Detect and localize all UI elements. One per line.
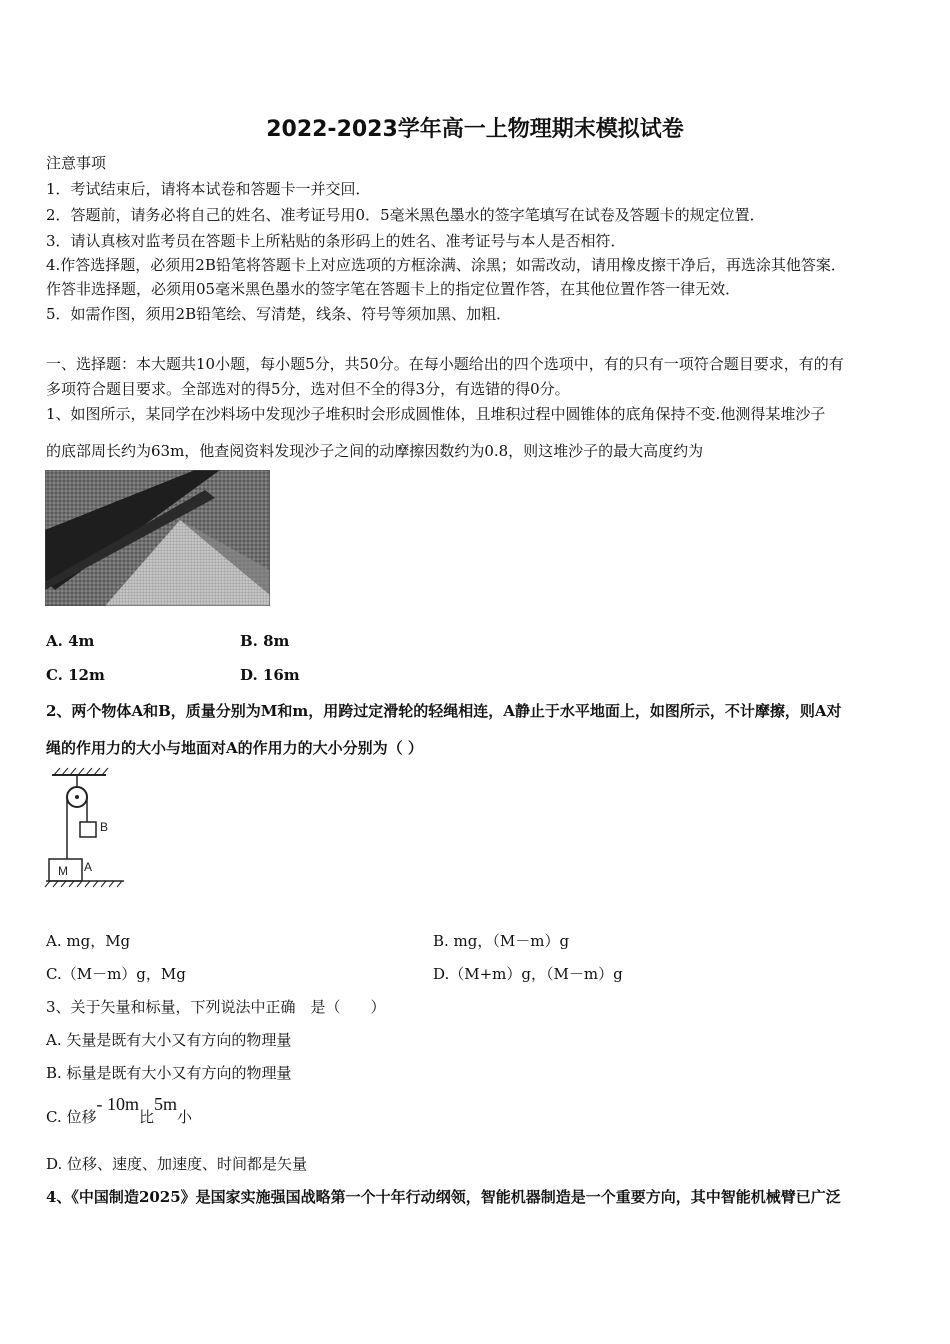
- notice-item: 5．如需作图，须用2B铅笔绘、写清楚，线条、符号等须加黑、加粗．: [46, 305, 512, 323]
- option-c-mid: 比: [138, 1108, 154, 1126]
- displacement-value-2: 5m: [154, 1094, 178, 1114]
- question-1-stem: 1、如图所示，某同学在沙料场中发现沙子堆积时会形成圆惟体，且堆积过程中圆锥体的底角保持不变.他测得某堆沙子: [46, 405, 826, 423]
- sand-pile-photo: [45, 470, 270, 606]
- option-d: D. 16m: [240, 666, 300, 684]
- pulley-diagram: [44, 767, 128, 891]
- option-a: A. mg，Mg: [46, 932, 131, 950]
- option-a: A. 矢量是既有大小又有方向的物理量: [46, 1031, 292, 1049]
- question-3-stem: 3、关于矢量和标量，下列说法中正确 是（ ）: [46, 998, 386, 1016]
- option-d: D. 位移、速度、加速度、时间都是矢量: [46, 1155, 308, 1173]
- option-c-prefix: C. 位移: [46, 1108, 97, 1126]
- option-c: C. 12m: [46, 666, 105, 684]
- block-a-label: A: [84, 860, 93, 874]
- notice-item: 1．考试结束后，请将本试卷和答题卡一并交回．: [46, 180, 371, 198]
- displacement-value-1: - 10m: [96, 1094, 139, 1114]
- section-heading-line: 多项符合题目要求。全部选对的得5分，选对但不全的得3分，有选错的得0分。: [46, 380, 570, 398]
- question-1-stem: 的底部周长约为63m，他查阅资料发现沙子之间的动摩擦因数约为0.8，则这堆沙子的最大高度约为: [46, 442, 704, 460]
- option-a: A. 4m: [46, 632, 95, 650]
- section-heading-line: 一、选择题：本大题共10小题，每小题5分，共50分。在每小题给出的四个选项中，有的只有一项符合题目要求，有的有: [46, 355, 844, 373]
- option-c-suffix: 小: [177, 1108, 193, 1126]
- question-2-stem: 绳的作用力的大小与地面对A的作用力的大小分别为（ ）: [46, 739, 423, 757]
- notice-item: 2．答题前，请务必将自己的姓名、准考证号用0．5毫米黑色墨水的签字笔填写在试卷及答题卡的规定位置．: [46, 206, 765, 224]
- notice-item: 4.作答选择题，必须用2B铅笔将答题卡上对应选项的方框涂满、涂黑；如需改动，请用橡皮擦干净后，再选涂其他答案．: [46, 256, 846, 274]
- question-4-stem: 4、《中国制造2025》是国家实施强国战略第一个十年行动纲领，智能机器制造是一个重要方向，其中智能机械臂已广泛: [46, 1188, 841, 1206]
- notice-heading: 注意事项: [46, 154, 107, 172]
- option-b: B. 8m: [240, 632, 290, 650]
- notice-item: 3．请认真核对监考员在答题卡上所粘贴的条形码上的姓名、准考证号与本人是否相符．: [46, 232, 626, 250]
- option-c: [46, 1094, 193, 1127]
- option-b: B. 标量是既有大小又有方向的物理量: [46, 1064, 292, 1082]
- block-b-label: B: [100, 820, 109, 834]
- option-c: C.（M－m）g，Mg: [46, 965, 186, 983]
- option-d: D.（M+m）g，（M－m）g: [433, 965, 623, 983]
- notice-item: 作答非选择题，必须用05毫米黑色墨水的签字笔在答题卡上的指定位置作答，在其他位置作答一律无效．: [46, 280, 741, 298]
- page-title: 2022-2023学年高一上物理期末模拟试卷: [266, 117, 684, 142]
- question-2-stem: 2、两个物体A和B，质量分别为M和m，用跨过定滑轮的轻绳相连，A静止于水平地面上，如图所示，不计摩擦，则A对: [46, 702, 842, 720]
- block-m-label: M: [58, 864, 68, 878]
- option-b: B. mg，（M－m）g: [433, 932, 570, 950]
